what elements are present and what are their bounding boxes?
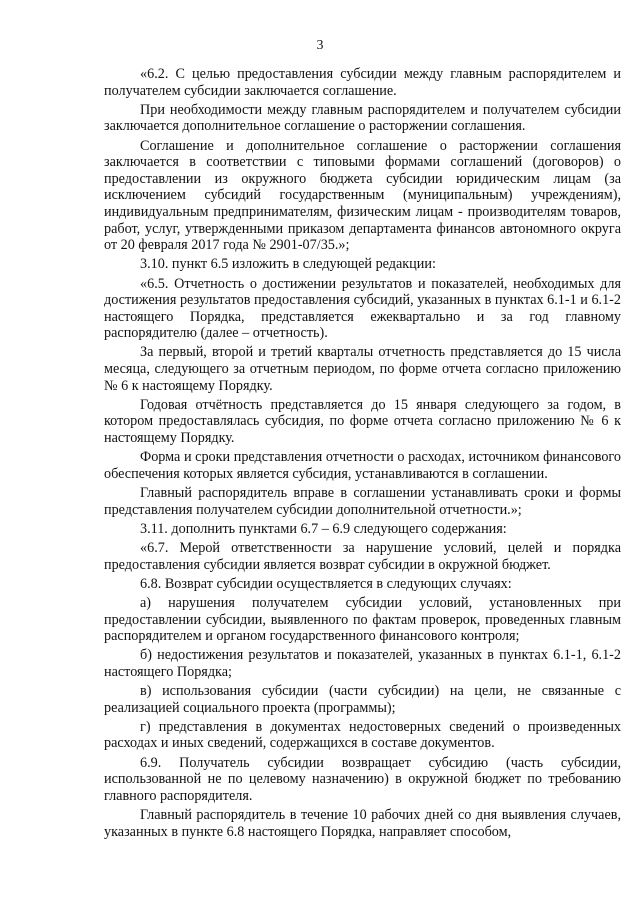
paragraph-additional-reporting: Главный распорядитель вправе в соглашении устанавливать сроки и формы представления получателем субсидии дополнительной отчетности.»; xyxy=(104,485,621,518)
paragraph-3-11: 3.11. дополнить пунктами 6.7 – 6.9 следующего содержания: xyxy=(140,520,507,537)
paragraph-annual-reporting: Годовая отчётность представляется до 15 января следующего за годом, в котором предоставлялась субсидия, по форме отчета согласно приложению № 6 к настоящему Порядку. xyxy=(104,396,621,447)
list-item-b: б) недостижения результатов и показателей, указанных в пунктах 6.1-1, 6.1-2 настоящего Порядка; xyxy=(104,647,621,680)
document-body xyxy=(104,66,621,843)
paragraph-return-procedure: Главный распорядитель в течение 10 рабочих дней со дня выявления случаев, указанных в пункте 6.8 настоящего Порядка, направляет способом, xyxy=(104,807,621,840)
paragraph-expense-reporting: Форма и сроки представления отчетности о расходах, источником финансового обеспечения которых является субсидия, устанавливаются в соглашении. xyxy=(104,449,621,482)
paragraph-3-10: 3.10. пункт 6.5 изложить в следующей редакции: xyxy=(140,256,436,273)
paragraph-6-2: «6.2. С целью предоставления субсидии между главным распорядителем и получателем субсидии заключается соглашение. xyxy=(104,66,621,99)
paragraph-6-8: 6.8. Возврат субсидии осуществляется в следующих случаях: xyxy=(140,575,512,592)
list-item-g: г) представления в документах недостоверных сведений о произведенных расходах и иных сведений, содержащихся в составе документов. xyxy=(104,718,621,752)
paragraph-quarterly-reporting: За первый, второй и третий кварталы отчетность представляется до 15 числа месяца, следующего за отчетным периодом, по форме отчета согласно приложению № 6 к настоящему Порядку. xyxy=(104,344,621,394)
list-item-v: в) использования субсидии (части субсидии) на цели, не связанные с реализацией социального проекта (программы); xyxy=(104,683,621,716)
page-number: 3 xyxy=(316,38,324,53)
paragraph-standard-forms: Соглашение и дополнительное соглашение о расторжении соглашения заключается в соответствии с типовыми формами соглашений (договоров) о предоставлении из окружного бюджета субсидии юридическим лицам (за исключением субсидий государственным (муниципальным) учреждениям), индивидуальным предпринимателям, физическим лицам - производителям товаров, работ, услуг, утвержденными приказом департамента финансов автономного округа от 20 февраля 2017 года № 2901-07/35.»; xyxy=(104,137,621,254)
paragraph-additional-agreement: При необходимости между главным распорядителем и получателем субсидии заключается дополнительное соглашение о расторжении соглашения. xyxy=(104,101,621,135)
paragraph-6-7: «6.7. Мерой ответственности за нарушение условий, целей и порядка предоставления субсидии является возврат субсидии в окружной бюджет. xyxy=(104,539,621,573)
paragraph-6-9: 6.9. Получатель субсидии возвращает субсидию (часть субсидии, использованной не по целевому назначению) в окружной бюджет по требованию главного распорядителя. xyxy=(104,754,621,804)
list-item-a: а) нарушения получателем субсидии условий, установленных при предоставлении субсидии, выявленного по фактам проверок, проведенных главным распорядителем и органом государственного финансового контроля; xyxy=(104,594,621,645)
paragraph-6-5: «6.5. Отчетность о достижении результатов и показателей, необходимых для достижения результатов предоставления субсидий, указанных в пунктах 6.1-1 и 6.1-2 настоящего Порядка, представляется ежеквартально и за год главному распорядителю (далее – отчетность). xyxy=(104,275,621,342)
